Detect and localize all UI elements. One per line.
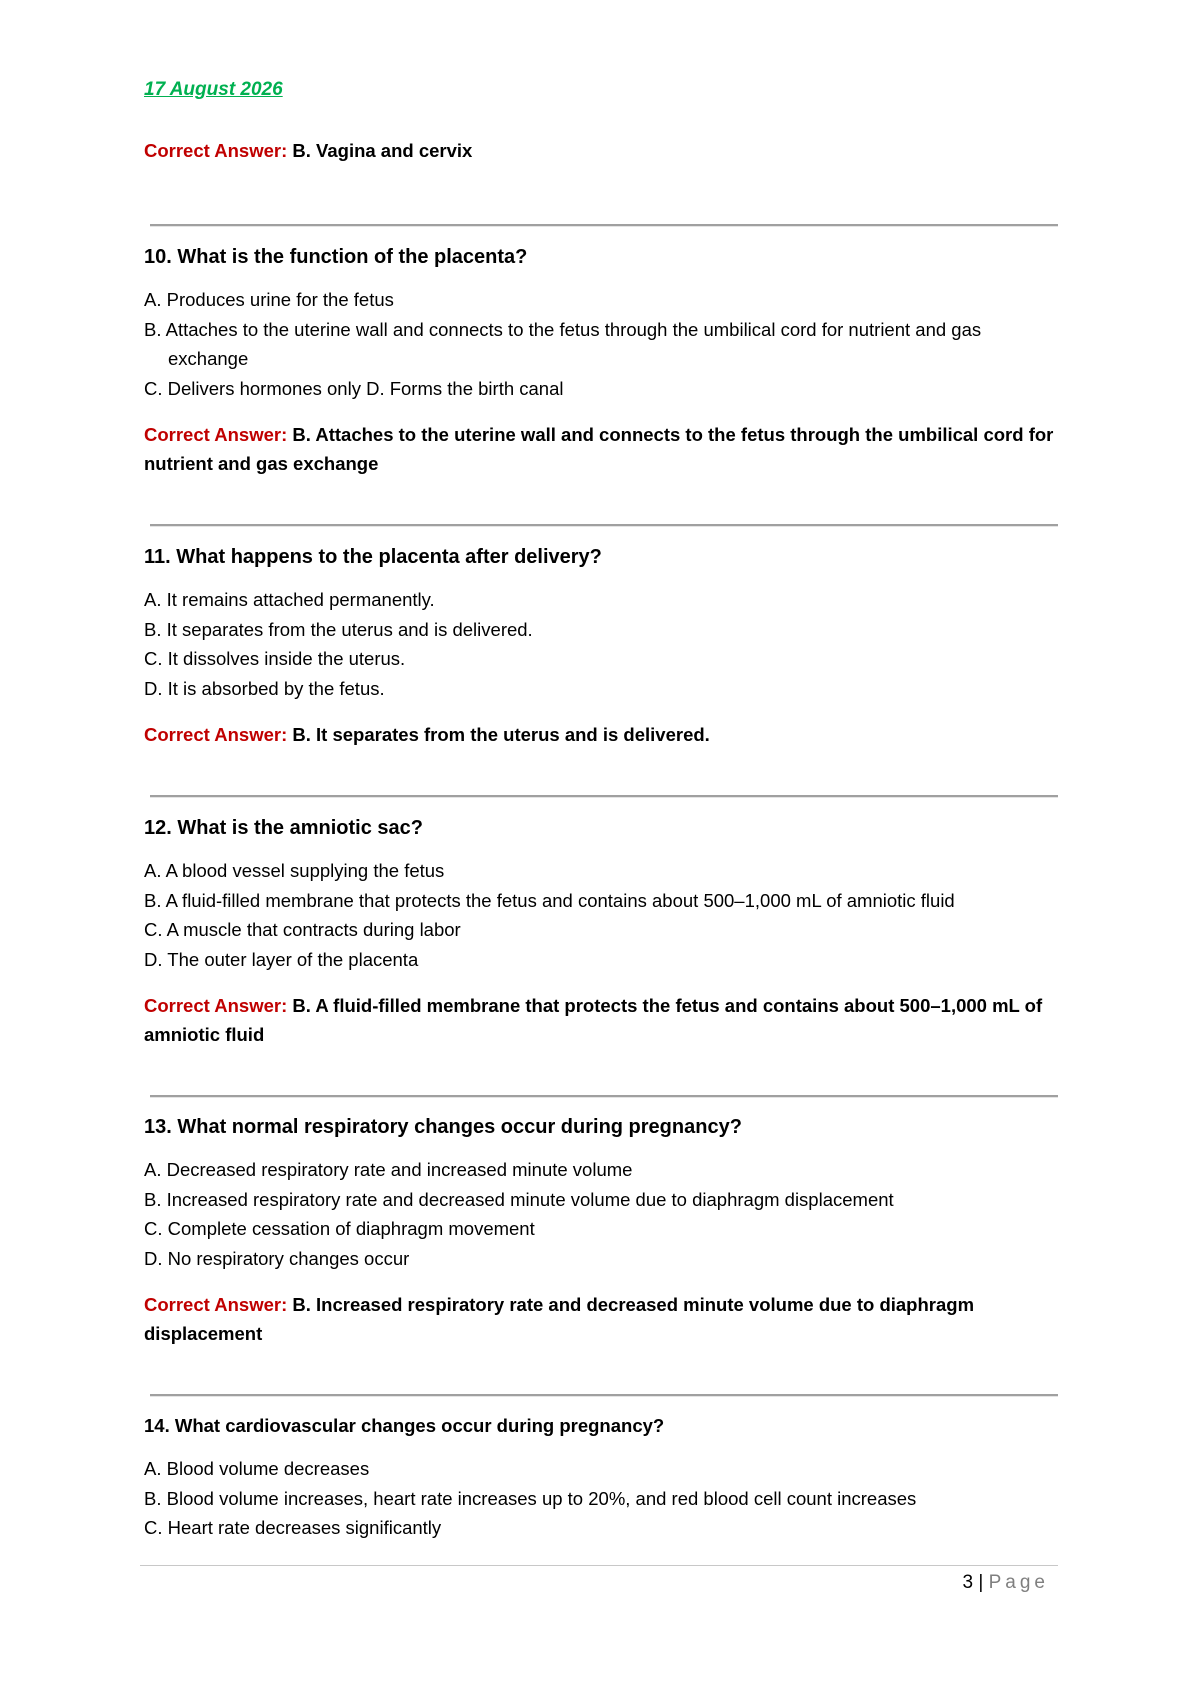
- question-title-12: 12. What is the amniotic sac?: [144, 817, 423, 839]
- option-item: A. It remains attached permanently.: [144, 589, 435, 610]
- question-title-13: 13. What normal respiratory changes occur during pregnancy?: [144, 1116, 742, 1138]
- option-item: C. Complete cessation of diaphragm movement: [144, 1218, 535, 1239]
- correct-answer-text: B. It separates from the uterus and is delivered.: [292, 724, 710, 745]
- option-item: C. Delivers hormones only D. Forms the birth canal: [144, 377, 564, 399]
- option-item: A. A blood vessel supplying the fetus: [144, 860, 445, 881]
- question-options-14: [144, 1454, 1064, 1543]
- option-item: D. No respiratory changes occur: [144, 1247, 410, 1269]
- correct-answer-label: Correct Answer:: [144, 724, 288, 745]
- section-divider: [150, 1394, 1058, 1396]
- option-item: A. Blood volume decreases: [144, 1458, 370, 1479]
- correct-answer-label: Correct Answer:: [144, 140, 288, 161]
- option-item: B. Attaches to the uterine wall and connects to the fetus through the umbilical cord for nutrient and gas exchange: [144, 318, 982, 369]
- section-divider: [150, 524, 1058, 526]
- option-item: C. A muscle that contracts during labor: [144, 919, 461, 940]
- option-item: A. Decreased respiratory rate and increased minute volume: [144, 1159, 633, 1180]
- question-options-13: [144, 1155, 1064, 1273]
- section-divider: [150, 224, 1058, 226]
- option-item: A. Produces urine for the fetus: [144, 289, 394, 310]
- section-divider: [150, 1095, 1058, 1097]
- question-options-12: [144, 856, 1064, 974]
- correct-answer-9: [144, 136, 1064, 165]
- option-item: D. It is absorbed by the fetus.: [144, 677, 385, 699]
- section-divider: [150, 795, 1058, 797]
- option-item: B. Blood volume increases, heart rate increases up to 20%, and red blood cell count increases: [144, 1487, 917, 1509]
- page-separator: |: [978, 1572, 984, 1593]
- option-item: C. Heart rate decreases significantly: [144, 1517, 442, 1538]
- question-options-11: [144, 585, 1064, 703]
- option-item: B. A fluid-filled membrane that protects the fetus and contains about 500–1,000 mL of amniotic fluid: [144, 889, 955, 911]
- question-options-10: [144, 285, 1064, 403]
- question-title-10: 10. What is the function of the placenta?: [144, 246, 528, 268]
- correct-answer-label: Correct Answer:: [144, 995, 288, 1016]
- correct-answer-text: B. Attaches to the uterine wall and connects to the fetus through the umbilical cord for nutrient and gas exchange: [144, 424, 1054, 474]
- page-number: 3: [962, 1572, 974, 1593]
- correct-answer-text: B. A fluid-filled membrane that protects the fetus and contains about 500–1,000 mL of amniotic fluid: [144, 995, 1043, 1045]
- correct-answer-12: [144, 991, 1064, 1049]
- correct-answer-10: [144, 420, 1064, 478]
- page-label: Page: [988, 1572, 1049, 1593]
- footer-divider: [140, 1565, 1058, 1566]
- correct-answer-label: Correct Answer:: [144, 1294, 288, 1315]
- correct-answer-11: [144, 720, 1064, 749]
- question-title-11: 11. What happens to the placenta after delivery?: [144, 546, 602, 568]
- correct-answer-label: Correct Answer:: [144, 424, 288, 445]
- option-item: B. Increased respiratory rate and decreased minute volume due to diaphragm displacement: [144, 1188, 894, 1210]
- correct-answer-text: B. Increased respiratory rate and decreased minute volume due to diaphragm displacement: [144, 1294, 975, 1344]
- document-date: 17 August 2026: [144, 79, 283, 100]
- correct-answer-13: [144, 1290, 1064, 1348]
- option-item: C. It dissolves inside the uterus.: [144, 648, 406, 669]
- page-footer: [963, 1572, 1049, 1594]
- question-title-14: 14. What cardiovascular changes occur during pregnancy?: [144, 1415, 665, 1436]
- option-item: D. The outer layer of the placenta: [144, 948, 419, 970]
- correct-answer-text: B. Vagina and cervix: [292, 140, 473, 161]
- option-item: B. It separates from the uterus and is delivered.: [144, 618, 533, 640]
